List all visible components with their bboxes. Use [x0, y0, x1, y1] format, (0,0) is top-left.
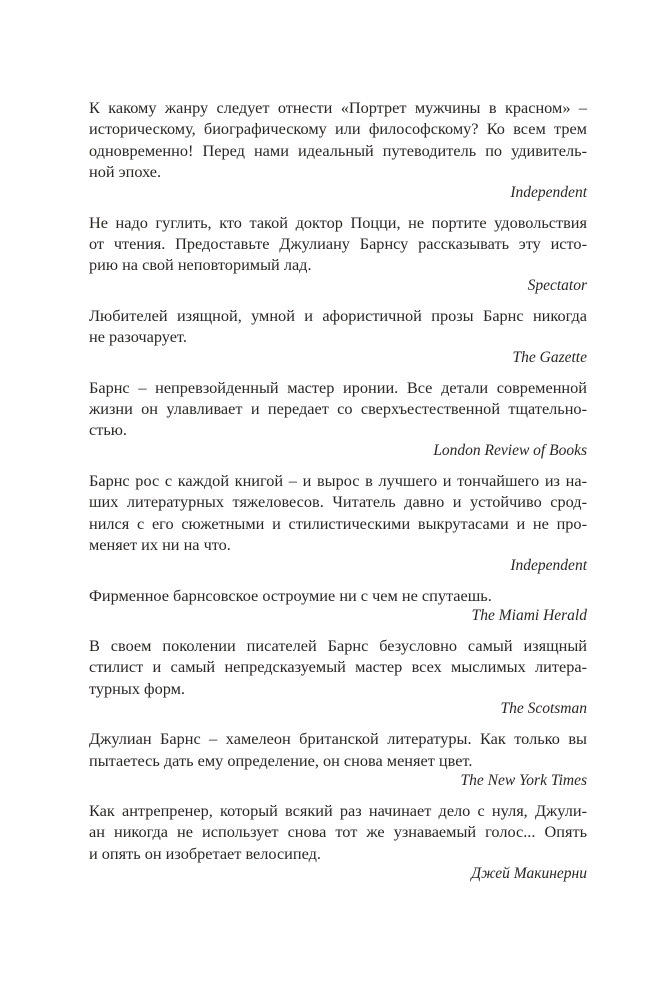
quote-line: не разочарует. [89, 327, 187, 347]
quote-line: В своем поколении писателей Барнс безусловно самый изящный [89, 635, 587, 655]
quote-line: Джулиан Барнс – хамелеон британской литературы. Как только вы [89, 729, 587, 749]
quote-line: историческому, биографическому или философскому? Ко всем трем [89, 119, 587, 139]
review-quote [89, 377, 587, 460]
quote-source: Джей Макинерни [471, 865, 587, 883]
quote-source: Independent [510, 183, 587, 201]
quote-line: ших литературных тяжеловесов. Читатель давно и устойчиво срод- [89, 492, 587, 512]
quote-source: London Review of Books [433, 441, 587, 459]
review-quote [89, 212, 587, 295]
quote-line: Как антрепренер, который всякий раз начинает дело с нуля, Джули- [89, 800, 587, 820]
review-quote [89, 800, 587, 883]
quote-line: Любителей изящной, умной и афористичной прозы Барнс никогда [89, 305, 587, 325]
quote-line: одновременно! Перед нами идеальный путеводитель по удивитель- [89, 140, 587, 160]
quote-line: стью. [89, 420, 128, 440]
quote-source: The Gazette [512, 348, 587, 366]
review-quote [89, 470, 587, 575]
quote-source: The Scotsman [500, 700, 587, 718]
quote-line: Барнс рос с каждой книгой – и вырос в лучшего и тончайшего из на- [89, 470, 587, 490]
quote-line: стилист и самый непредсказуемый мастер всех мыслимых литера- [89, 657, 587, 677]
quote-line: ной эпохе. [89, 162, 162, 182]
quote-line: Барнс – непревзойденный мастер иронии. Все детали современной [89, 377, 587, 397]
quote-line: Фирменное барнсовское остроумие ни с чем не спутаешь. [89, 585, 492, 605]
review-quote [89, 728, 587, 790]
quote-line: пытаетесь дать ему определение, он снова меняет цвет. [89, 750, 473, 770]
quote-line: жизни он улавливает и передает со сверхъестественной тщательно- [89, 399, 587, 419]
quote-line: Не надо гуглить, кто такой доктор Поцци, не портите удовольствия [89, 212, 587, 232]
quote-line: рию на свой неповторимый лад. [89, 255, 312, 275]
quotes-page [89, 97, 587, 883]
quote-line: К какому жанру следует отнести «Портрет мужчины в красном» – [89, 98, 587, 117]
quote-line: турных форм. [89, 678, 186, 698]
review-quote [89, 585, 587, 625]
review-quote [89, 305, 587, 367]
quote-line: и опять он изобретает велосипед. [89, 843, 321, 863]
quote-line: нился с его сюжетными и стилистическими выкрутасами и не про- [89, 513, 587, 533]
quote-line: от чтения. Предоставьте Джулиану Барнсу рассказывать эту исто- [89, 234, 587, 254]
quote-source: Spectator [527, 276, 587, 294]
quote-source: The Miami Herald [471, 606, 587, 624]
quote-source: Independent [510, 556, 587, 574]
review-quote [89, 97, 587, 202]
quote-line: ан никогда не использует снова тот же узнаваемый голос... Опять [89, 822, 587, 842]
quote-source: The New York Times [460, 771, 587, 789]
quote-line: меняет их ни на что. [89, 535, 231, 555]
review-quote [89, 635, 587, 718]
